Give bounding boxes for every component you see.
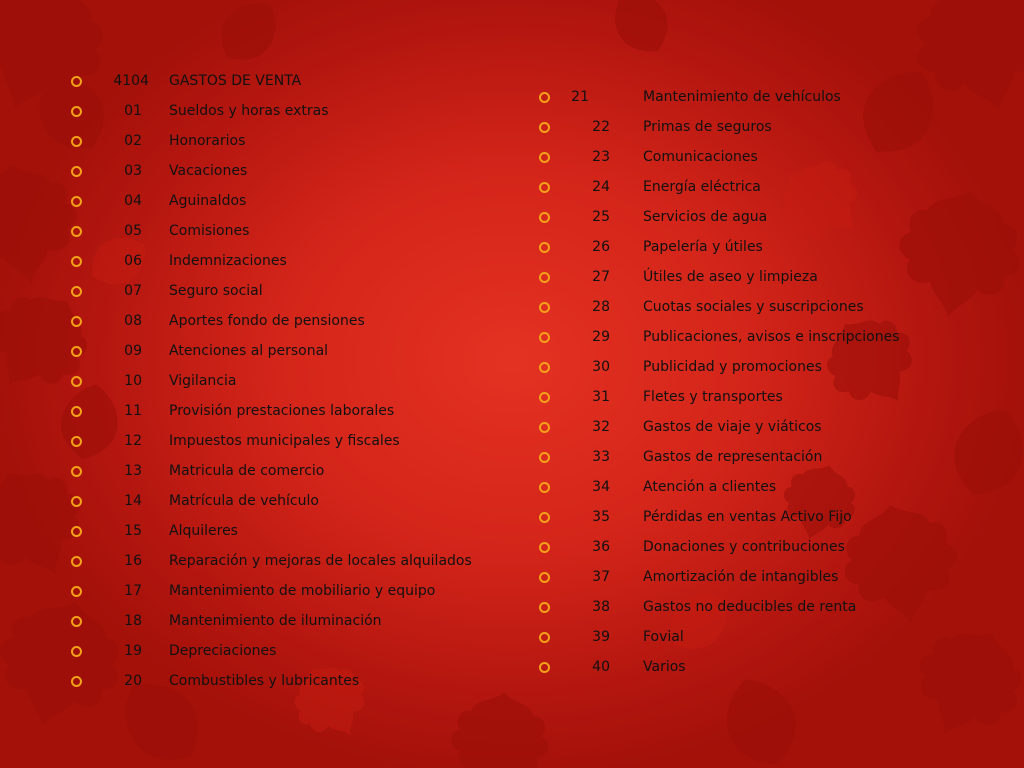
bullet-icon [71,436,82,447]
account-label: Fletes y transportes [643,389,783,405]
account-label: Comisiones [169,223,250,239]
bullet-icon [539,662,550,673]
account-label: Impuestos municipales y fiscales [169,433,400,449]
account-code: 21 [571,89,589,105]
list-item [536,592,899,622]
account-code: 38 [592,599,610,615]
account-code: 15 [124,523,142,539]
bullet-icon [71,196,82,207]
bullet-icon [539,602,550,613]
account-label: Varios [643,659,686,675]
account-code: 29 [592,329,610,345]
account-code: 28 [592,299,610,315]
list-item [536,442,899,472]
account-code: 32 [592,419,610,435]
account-label: Atenciones al personal [169,343,329,359]
account-label: Honorarios [169,133,246,149]
account-label: Atención a clientes [643,479,777,495]
account-label: Papelería y útiles [643,239,763,255]
list-item [68,576,472,606]
account-code: 40 [592,659,610,675]
right-column [536,82,899,682]
bullet-icon [539,272,550,283]
list-item [68,426,472,456]
bullet-icon [71,376,82,387]
list-item [536,292,899,322]
account-code: 34 [592,479,610,495]
account-label: Sueldos y horas extras [169,103,329,119]
account-label: Aportes fondo de pensiones [169,313,365,329]
account-label: Publicidad y promociones [643,359,822,375]
account-label: Matricula de comercio [169,463,325,479]
account-code: 18 [124,613,142,629]
account-code: 02 [124,133,142,149]
account-label: Mantenimiento de iluminación [169,613,382,629]
list-item [68,216,472,246]
list-item [536,202,899,232]
list-item [536,322,899,352]
bullet-icon [539,542,550,553]
account-label: Donaciones y contribuciones [643,539,845,555]
bullet-icon [71,646,82,657]
account-code: 37 [592,569,610,585]
account-code: 03 [124,163,142,179]
list-item [536,352,899,382]
account-label: Alquileres [169,523,238,539]
list-item [536,232,899,262]
bullet-icon [539,632,550,643]
account-code: 20 [124,673,142,689]
account-code: 35 [592,509,610,525]
account-code: 01 [124,103,142,119]
account-label: Matrícula de vehículo [169,493,319,509]
account-code: 27 [592,269,610,285]
list-item [536,502,899,532]
account-code: 13 [124,463,142,479]
account-label: Amortización de intangibles [643,569,839,585]
list-item [536,472,899,502]
account-label: Fovial [643,629,684,645]
list-item [536,622,899,652]
account-label: Pérdidas en ventas Activo Fijo [643,509,852,525]
list-item [68,636,472,666]
account-code: 06 [124,253,142,269]
account-label: Gastos no deducibles de renta [643,599,857,615]
bullet-icon [71,556,82,567]
account-label: Servicios de agua [643,209,768,225]
bullet-icon [71,496,82,507]
account-label: Seguro social [169,283,263,299]
bullet-icon [539,92,550,103]
list-item [68,456,472,486]
list-item [536,142,899,172]
account-label: Gastos de viaje y viáticos [643,419,822,435]
bullet-icon [539,242,550,253]
bullet-icon [539,332,550,343]
account-code: 31 [592,389,610,405]
bullet-icon [539,302,550,313]
bullet-icon [71,466,82,477]
account-label: Mantenimiento de mobiliario y equipo [169,583,436,599]
list-item [68,396,472,426]
account-code: 4104 [113,73,149,89]
bullet-icon [539,512,550,523]
account-label: Energía eléctrica [643,179,761,195]
bullet-icon [71,106,82,117]
bullet-icon [539,392,550,403]
account-code: 33 [592,449,610,465]
account-code: 25 [592,209,610,225]
account-label: Mantenimiento de vehículos [643,89,841,105]
account-label: Gastos de representación [643,449,823,465]
bullet-icon [71,616,82,627]
list-item [68,276,472,306]
list-item [68,66,472,96]
list-item [536,562,899,592]
bullet-icon [71,346,82,357]
account-label: Publicaciones, avisos e inscripciones [643,329,900,345]
list-item [536,82,899,112]
account-label: Provisión prestaciones laborales [169,403,395,419]
account-code: 30 [592,359,610,375]
bullet-icon [71,136,82,147]
list-item [536,652,899,682]
bullet-icon [71,76,82,87]
account-label: Comunicaciones [643,149,758,165]
account-code: 36 [592,539,610,555]
list-item [68,96,472,126]
account-code: 08 [124,313,142,329]
bullet-icon [71,286,82,297]
list-item [68,126,472,156]
bullet-icon [71,166,82,177]
list-item [536,172,899,202]
account-code: 05 [124,223,142,239]
account-code: 17 [124,583,142,599]
account-code: 24 [592,179,610,195]
account-label: Vacaciones [169,163,248,179]
bullet-icon [71,256,82,267]
bullet-icon [71,316,82,327]
bullet-icon [71,676,82,687]
list-item [68,156,472,186]
list-item [68,486,472,516]
list-item [68,336,472,366]
bullet-icon [539,152,550,163]
account-code: 09 [124,343,142,359]
bullet-icon [539,452,550,463]
account-code: 22 [592,119,610,135]
account-label: Cuotas sociales y suscripciones [643,299,864,315]
account-label: Indemnizaciones [169,253,287,269]
account-code: 12 [124,433,142,449]
account-label: Combustibles y lubricantes [169,673,360,689]
account-code: 04 [124,193,142,209]
account-code: 16 [124,553,142,569]
bullet-icon [71,226,82,237]
account-code: 10 [124,373,142,389]
account-label: Depreciaciones [169,643,277,659]
account-code: 23 [592,149,610,165]
list-item [536,532,899,562]
account-code: 14 [124,493,142,509]
account-code: 19 [124,643,142,659]
list-item [536,412,899,442]
list-item [536,262,899,292]
bullet-icon [539,572,550,583]
bullet-icon [71,586,82,597]
bullet-icon [539,182,550,193]
bullet-icon [71,526,82,537]
account-code: 39 [592,629,610,645]
account-label: Vigilancia [169,373,237,389]
bullet-icon [539,122,550,133]
bullet-icon [539,362,550,373]
list-item [68,246,472,276]
account-label: GASTOS DE VENTA [169,73,302,89]
left-column [68,66,472,696]
account-code: 26 [592,239,610,255]
bullet-icon [539,212,550,223]
bullet-icon [539,422,550,433]
list-item [536,382,899,412]
list-item [536,112,899,142]
list-item [68,546,472,576]
list-item [68,306,472,336]
account-label: Útiles de aseo y limpieza [643,269,818,285]
account-code: 11 [124,403,142,419]
account-label: Primas de seguros [643,119,772,135]
list-item [68,186,472,216]
list-item [68,666,472,696]
list-item [68,366,472,396]
account-label: Aguinaldos [169,193,247,209]
list-item [68,516,472,546]
list-item [68,606,472,636]
account-code: 07 [124,283,142,299]
bullet-icon [71,406,82,417]
bullet-icon [539,482,550,493]
account-label: Reparación y mejoras de locales alquilados [169,553,472,569]
